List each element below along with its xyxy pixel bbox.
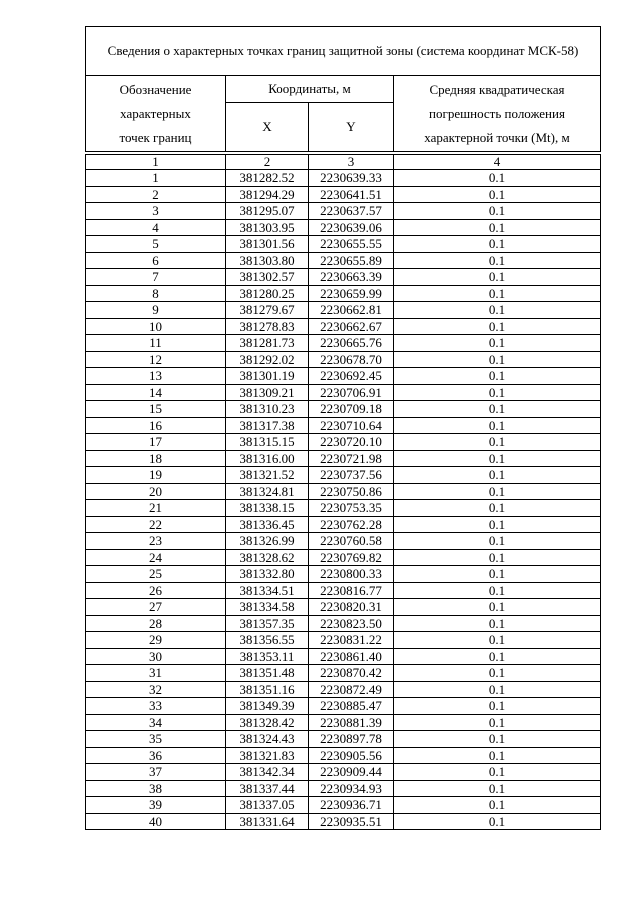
- table-body: [86, 170, 601, 830]
- table-title: Сведения о характерных точках границ защитной зоны (система координат МСК-58): [86, 27, 601, 76]
- table-row: [86, 483, 601, 500]
- x-coordinate-cell: 381353.11: [226, 648, 309, 665]
- column-number: 2: [226, 155, 309, 170]
- table-row: [86, 186, 601, 203]
- x-coordinate-cell: 381294.29: [226, 186, 309, 203]
- x-coordinate-cell: 381302.57: [226, 269, 309, 286]
- point-number-cell: 36: [86, 747, 226, 764]
- point-number-cell: 21: [86, 500, 226, 517]
- table-row: [86, 467, 601, 484]
- table-row: [86, 615, 601, 632]
- error-header-line1: Средняя квадратическая: [429, 81, 565, 97]
- point-number-cell: 16: [86, 417, 226, 434]
- error-cell: 0.1: [394, 384, 601, 401]
- y-header: Y: [309, 103, 394, 152]
- table-row: [86, 285, 601, 302]
- error-cell: 0.1: [394, 599, 601, 616]
- designation-header: [86, 76, 226, 152]
- y-coordinate-cell: 2230706.91: [309, 384, 394, 401]
- error-cell: 0.1: [394, 813, 601, 830]
- table-row: [86, 764, 601, 781]
- y-coordinate-cell: 2230639.33: [309, 170, 394, 187]
- error-cell: 0.1: [394, 170, 601, 187]
- y-coordinate-cell: 2230641.51: [309, 186, 394, 203]
- table-row: [86, 632, 601, 649]
- y-coordinate-cell: 2230909.44: [309, 764, 394, 781]
- x-coordinate-cell: 381309.21: [226, 384, 309, 401]
- table-row: [86, 351, 601, 368]
- x-coordinate-cell: 381328.62: [226, 549, 309, 566]
- x-coordinate-cell: 381301.19: [226, 368, 309, 385]
- error-cell: 0.1: [394, 648, 601, 665]
- x-coordinate-cell: 381324.43: [226, 731, 309, 748]
- point-number-cell: 31: [86, 665, 226, 682]
- x-coordinate-cell: 381328.42: [226, 714, 309, 731]
- table-row: [86, 252, 601, 269]
- y-coordinate-cell: 2230710.64: [309, 417, 394, 434]
- error-header: [394, 76, 601, 152]
- error-cell: 0.1: [394, 467, 601, 484]
- x-coordinate-cell: 381351.16: [226, 681, 309, 698]
- x-coordinate-cell: 381349.39: [226, 698, 309, 715]
- y-coordinate-cell: 2230934.93: [309, 780, 394, 797]
- point-number-cell: 22: [86, 516, 226, 533]
- table-row: [86, 813, 601, 830]
- table-row: [86, 533, 601, 550]
- table-row: [86, 434, 601, 451]
- y-coordinate-cell: 2230861.40: [309, 648, 394, 665]
- error-cell: 0.1: [394, 236, 601, 253]
- error-cell: 0.1: [394, 533, 601, 550]
- x-coordinate-cell: 381279.67: [226, 302, 309, 319]
- y-coordinate-cell: 2230885.47: [309, 698, 394, 715]
- error-cell: 0.1: [394, 747, 601, 764]
- error-cell: 0.1: [394, 285, 601, 302]
- point-number-cell: 11: [86, 335, 226, 352]
- x-coordinate-cell: 381280.25: [226, 285, 309, 302]
- point-number-cell: 13: [86, 368, 226, 385]
- x-coordinate-cell: 381303.95: [226, 219, 309, 236]
- point-number-cell: 14: [86, 384, 226, 401]
- error-cell: 0.1: [394, 698, 601, 715]
- table-row: [86, 648, 601, 665]
- y-coordinate-cell: 2230737.56: [309, 467, 394, 484]
- table-row: [86, 318, 601, 335]
- point-number-cell: 35: [86, 731, 226, 748]
- point-number-cell: 26: [86, 582, 226, 599]
- column-number: 4: [394, 155, 601, 170]
- point-number-cell: 5: [86, 236, 226, 253]
- point-number-cell: 15: [86, 401, 226, 418]
- table-row: [86, 368, 601, 385]
- table-row: [86, 417, 601, 434]
- error-cell: 0.1: [394, 615, 601, 632]
- error-cell: 0.1: [394, 516, 601, 533]
- error-cell: 0.1: [394, 302, 601, 319]
- table-row: [86, 203, 601, 220]
- table-row: [86, 714, 601, 731]
- point-number-cell: 34: [86, 714, 226, 731]
- table-row: [86, 450, 601, 467]
- error-cell: 0.1: [394, 764, 601, 781]
- x-coordinate-cell: 381331.64: [226, 813, 309, 830]
- point-number-cell: 29: [86, 632, 226, 649]
- y-coordinate-cell: 2230831.22: [309, 632, 394, 649]
- column-number: 1: [86, 155, 226, 170]
- point-number-cell: 1: [86, 170, 226, 187]
- y-coordinate-cell: 2230659.99: [309, 285, 394, 302]
- y-coordinate-cell: 2230709.18: [309, 401, 394, 418]
- table-row: [86, 335, 601, 352]
- error-header-line3: характерной точки (Mt), м: [424, 129, 570, 145]
- table-row: [86, 549, 601, 566]
- table-row: [86, 747, 601, 764]
- point-number-cell: 20: [86, 483, 226, 500]
- y-coordinate-cell: 2230663.39: [309, 269, 394, 286]
- table-row: [86, 797, 601, 814]
- y-coordinate-cell: 2230936.71: [309, 797, 394, 814]
- error-cell: 0.1: [394, 401, 601, 418]
- point-number-cell: 27: [86, 599, 226, 616]
- y-coordinate-cell: 2230721.98: [309, 450, 394, 467]
- point-number-cell: 7: [86, 269, 226, 286]
- y-coordinate-cell: 2230753.35: [309, 500, 394, 517]
- error-cell: 0.1: [394, 731, 601, 748]
- y-coordinate-cell: 2230662.81: [309, 302, 394, 319]
- point-number-cell: 40: [86, 813, 226, 830]
- coordinates-document: [85, 26, 600, 830]
- table-row: [86, 681, 601, 698]
- point-number-cell: 4: [86, 219, 226, 236]
- y-coordinate-cell: 2230655.55: [309, 236, 394, 253]
- point-number-cell: 10: [86, 318, 226, 335]
- designation-header-line3: точек границ: [119, 129, 192, 145]
- point-number-cell: 39: [86, 797, 226, 814]
- error-cell: 0.1: [394, 549, 601, 566]
- x-coordinate-cell: 381324.81: [226, 483, 309, 500]
- y-coordinate-cell: 2230678.70: [309, 351, 394, 368]
- error-cell: 0.1: [394, 186, 601, 203]
- point-number-cell: 2: [86, 186, 226, 203]
- table-row: [86, 236, 601, 253]
- table-row: [86, 665, 601, 682]
- error-header-line2: погрешность положения: [429, 105, 565, 121]
- point-number-cell: 38: [86, 780, 226, 797]
- error-cell: 0.1: [394, 417, 601, 434]
- y-coordinate-cell: 2230637.57: [309, 203, 394, 220]
- x-coordinate-cell: 381336.45: [226, 516, 309, 533]
- x-coordinate-cell: 381326.99: [226, 533, 309, 550]
- table-row: [86, 582, 601, 599]
- point-number-cell: 3: [86, 203, 226, 220]
- error-cell: 0.1: [394, 252, 601, 269]
- x-coordinate-cell: 381332.80: [226, 566, 309, 583]
- coordinates-header: Координаты, м: [226, 76, 394, 103]
- designation-header-line2: характерных: [120, 105, 191, 121]
- column-number: 3: [309, 155, 394, 170]
- table-row: [86, 170, 601, 187]
- y-coordinate-cell: 2230881.39: [309, 714, 394, 731]
- error-cell: 0.1: [394, 269, 601, 286]
- x-header: X: [226, 103, 309, 152]
- y-coordinate-cell: 2230816.77: [309, 582, 394, 599]
- error-cell: 0.1: [394, 632, 601, 649]
- error-cell: 0.1: [394, 450, 601, 467]
- error-cell: 0.1: [394, 780, 601, 797]
- table-row: [86, 516, 601, 533]
- point-number-cell: 17: [86, 434, 226, 451]
- point-number-cell: 18: [86, 450, 226, 467]
- x-coordinate-cell: 381315.15: [226, 434, 309, 451]
- x-coordinate-cell: 381351.48: [226, 665, 309, 682]
- x-coordinate-cell: 381317.38: [226, 417, 309, 434]
- error-cell: 0.1: [394, 483, 601, 500]
- x-coordinate-cell: 381338.15: [226, 500, 309, 517]
- table-row: [86, 384, 601, 401]
- y-coordinate-cell: 2230665.76: [309, 335, 394, 352]
- x-coordinate-cell: 381281.73: [226, 335, 309, 352]
- x-coordinate-cell: 381357.35: [226, 615, 309, 632]
- x-coordinate-cell: 381295.07: [226, 203, 309, 220]
- y-coordinate-cell: 2230935.51: [309, 813, 394, 830]
- table-row: [86, 780, 601, 797]
- table-row: [86, 599, 601, 616]
- y-coordinate-cell: 2230769.82: [309, 549, 394, 566]
- x-coordinate-cell: 381334.51: [226, 582, 309, 599]
- designation-header-line1: Обозначение: [119, 81, 192, 97]
- point-number-cell: 25: [86, 566, 226, 583]
- x-coordinate-cell: 381321.83: [226, 747, 309, 764]
- x-coordinate-cell: 381316.00: [226, 450, 309, 467]
- error-cell: 0.1: [394, 434, 601, 451]
- boundary-points-table: [85, 26, 601, 830]
- point-number-cell: 23: [86, 533, 226, 550]
- point-number-cell: 6: [86, 252, 226, 269]
- y-coordinate-cell: 2230872.49: [309, 681, 394, 698]
- error-cell: 0.1: [394, 318, 601, 335]
- y-coordinate-cell: 2230750.86: [309, 483, 394, 500]
- point-number-cell: 37: [86, 764, 226, 781]
- y-coordinate-cell: 2230662.67: [309, 318, 394, 335]
- x-coordinate-cell: 381342.34: [226, 764, 309, 781]
- point-number-cell: 9: [86, 302, 226, 319]
- error-cell: 0.1: [394, 797, 601, 814]
- error-cell: 0.1: [394, 219, 601, 236]
- y-coordinate-cell: 2230762.28: [309, 516, 394, 533]
- y-coordinate-cell: 2230720.10: [309, 434, 394, 451]
- x-coordinate-cell: 381321.52: [226, 467, 309, 484]
- y-coordinate-cell: 2230800.33: [309, 566, 394, 583]
- y-coordinate-cell: 2230639.06: [309, 219, 394, 236]
- error-cell: 0.1: [394, 500, 601, 517]
- point-number-cell: 28: [86, 615, 226, 632]
- point-number-cell: 8: [86, 285, 226, 302]
- point-number-cell: 24: [86, 549, 226, 566]
- error-cell: 0.1: [394, 335, 601, 352]
- table-row: [86, 698, 601, 715]
- error-cell: 0.1: [394, 368, 601, 385]
- x-coordinate-cell: 381337.05: [226, 797, 309, 814]
- y-coordinate-cell: 2230897.78: [309, 731, 394, 748]
- table-row: [86, 566, 601, 583]
- y-coordinate-cell: 2230823.50: [309, 615, 394, 632]
- y-coordinate-cell: 2230655.89: [309, 252, 394, 269]
- table-row: [86, 302, 601, 319]
- x-coordinate-cell: 381337.44: [226, 780, 309, 797]
- x-coordinate-cell: 381356.55: [226, 632, 309, 649]
- error-cell: 0.1: [394, 566, 601, 583]
- point-number-cell: 30: [86, 648, 226, 665]
- x-coordinate-cell: 381303.80: [226, 252, 309, 269]
- y-coordinate-cell: 2230905.56: [309, 747, 394, 764]
- point-number-cell: 32: [86, 681, 226, 698]
- x-coordinate-cell: 381301.56: [226, 236, 309, 253]
- table-row: [86, 731, 601, 748]
- error-cell: 0.1: [394, 582, 601, 599]
- point-number-cell: 12: [86, 351, 226, 368]
- x-coordinate-cell: 381334.58: [226, 599, 309, 616]
- x-coordinate-cell: 381278.83: [226, 318, 309, 335]
- table-row: [86, 401, 601, 418]
- table-row: [86, 500, 601, 517]
- point-number-cell: 19: [86, 467, 226, 484]
- error-cell: 0.1: [394, 681, 601, 698]
- table-row: [86, 269, 601, 286]
- y-coordinate-cell: 2230692.45: [309, 368, 394, 385]
- y-coordinate-cell: 2230820.31: [309, 599, 394, 616]
- y-coordinate-cell: 2230760.58: [309, 533, 394, 550]
- x-coordinate-cell: 381282.52: [226, 170, 309, 187]
- error-cell: 0.1: [394, 665, 601, 682]
- x-coordinate-cell: 381310.23: [226, 401, 309, 418]
- point-number-cell: 33: [86, 698, 226, 715]
- table-row: [86, 219, 601, 236]
- x-coordinate-cell: 381292.02: [226, 351, 309, 368]
- y-coordinate-cell: 2230870.42: [309, 665, 394, 682]
- error-cell: 0.1: [394, 351, 601, 368]
- error-cell: 0.1: [394, 714, 601, 731]
- error-cell: 0.1: [394, 203, 601, 220]
